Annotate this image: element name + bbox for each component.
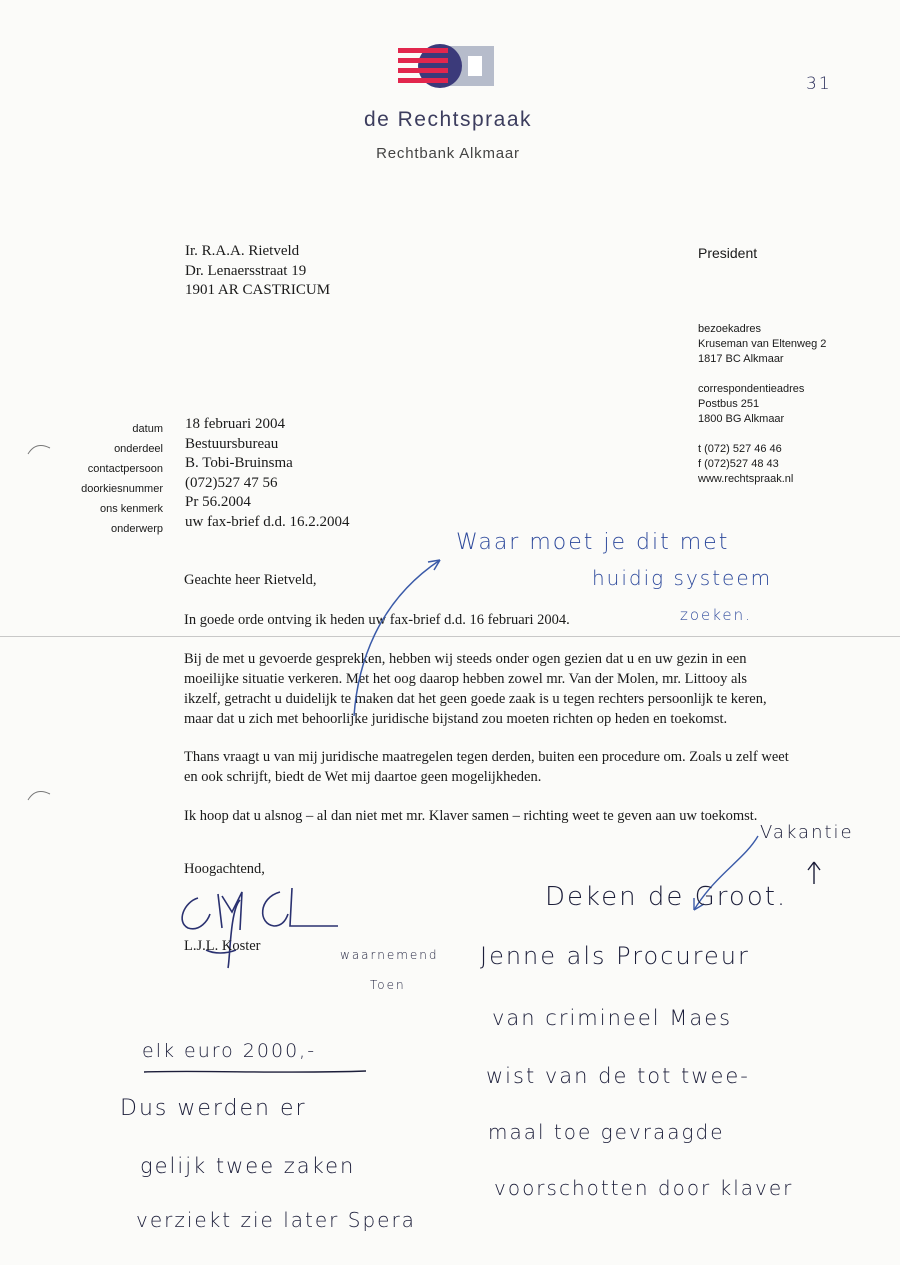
- paragraph-2-line: Bij de met u gevoerde gesprekken, hebben wij steeds onder ogen gezien dat u en uw gezin in een: [184, 651, 747, 667]
- rechtspraak-logo: [396, 42, 496, 90]
- meta-label-contact: contactpersoon: [87, 463, 163, 475]
- salutation: Geachte heer Rietveld,: [184, 572, 317, 588]
- note-vakantie: Vakantie: [760, 822, 854, 843]
- meta-label-reference: ons kenmerk: [100, 503, 163, 515]
- court-name: Rechtbank Alkmaar: [376, 145, 520, 162]
- note-jenne: Jenne als Procureur: [480, 942, 750, 970]
- meta-values: [185, 415, 350, 533]
- page-number: 31: [806, 74, 832, 94]
- meta-value-date: 18 februari 2004: [185, 416, 285, 432]
- visit-address: [698, 322, 826, 367]
- recipient-street: Dr. Lenaersstraat 19: [185, 262, 307, 279]
- note-gelijk: gelijk twee zaken: [140, 1154, 356, 1178]
- post-label: correspondentieadres: [698, 383, 805, 395]
- closing: Hoogachtend,: [184, 861, 265, 877]
- paragraph-1: In goede orde ontving ik heden uw fax-brief d.d. 16 februari 2004.: [184, 612, 570, 628]
- logo-stripe: [398, 68, 448, 73]
- recipient-address: [185, 242, 330, 301]
- visit-city: 1817 BC Alkmaar: [698, 353, 784, 365]
- meta-label-subject: onderwerp: [111, 523, 163, 535]
- recipient-name: Ir. R.A.A. Rietveld: [185, 243, 300, 259]
- logo-stripe: [398, 48, 448, 53]
- recipient-city: 1901 AR CASTRICUM: [185, 282, 331, 298]
- note-waarnemend: waarnemend: [340, 948, 439, 962]
- note-crimineel: van crimineel Maes: [492, 1006, 733, 1030]
- logo-stripe: [398, 78, 448, 83]
- note-voorschotten: voorschotten door klaver: [494, 1176, 794, 1200]
- contact-info: [698, 442, 793, 487]
- paragraph-2-line: ikzelf, getracht u duidelijk te maken dat het geen goede zaak is u tegen rechters persoonlijk te keren,: [184, 691, 767, 707]
- visit-street: Kruseman van Eltenweg 2: [698, 338, 827, 350]
- paragraph-3-line: en ook schrijft, biedt de Wet mij daartoe geen mogelijkheden.: [184, 769, 542, 785]
- sender-role: President: [698, 245, 758, 261]
- note-huidig: huidig systeem: [592, 566, 773, 590]
- margin-mark: [26, 440, 52, 460]
- brand-name: de Rechtspraak: [363, 108, 533, 131]
- margin-mark: [26, 786, 52, 806]
- note-dus: Dus werden er: [120, 1096, 307, 1121]
- meta-label-date: datum: [132, 423, 163, 435]
- signatory-name: L.J.L. Koster: [184, 938, 261, 954]
- post-city: 1800 BG Alkmaar: [698, 413, 785, 425]
- fax: f (072)527 48 43: [698, 458, 779, 470]
- paragraph-3: [184, 747, 864, 787]
- note-maal: maal toe gevraagde: [488, 1120, 725, 1144]
- note-underline: [140, 1068, 370, 1076]
- meta-value-subject: uw fax-brief d.d. 16.2.2004: [185, 513, 350, 530]
- paragraph-2-line: maar dat u zich met behoorlijke juridische bijstand zou moeten richten op heden en toekomst.: [184, 711, 728, 727]
- note-zoeken: zoeken.: [680, 606, 752, 624]
- note-toen: Toen: [370, 978, 406, 992]
- signature: [170, 880, 340, 970]
- postal-address: [698, 382, 804, 427]
- visit-label: bezoekadres: [698, 323, 761, 335]
- logo-white-notch: [468, 56, 482, 76]
- meta-value-reference: Pr 56.2004: [185, 494, 251, 511]
- meta-value-contact: B. Tobi-Bruinsma: [185, 455, 293, 472]
- meta-label-phone: doorkiesnummer: [81, 483, 163, 495]
- meta-value-phone: (072)527 47 56: [185, 474, 278, 491]
- note-elk-euro: elk euro 2000,-: [142, 1040, 317, 1062]
- meta-labels: [40, 419, 163, 539]
- note-verziekt: verziekt zie later Spera: [136, 1208, 416, 1232]
- note-wist: wist van de tot twee-: [486, 1064, 750, 1088]
- note-deken: Deken de Groot.: [545, 882, 788, 912]
- website: www.rechtspraak.nl: [698, 473, 794, 485]
- paragraph-2-line: moeilijke situatie verkeren. Met het oog daarop hebben zowel mr. Van der Molen, mr. Littooy als: [184, 671, 748, 687]
- post-box: Postbus 251: [698, 398, 760, 410]
- paragraph-3-line: Thans vraagt u van mij juridische maatregelen tegen derden, buiten een procedure om. Zoals u zelf weet: [184, 749, 789, 765]
- paragraph-4: Ik hoop dat u alsnog – al dan niet met mr. Klaver samen – richting weet te geven aan uw toekomst.: [184, 808, 758, 824]
- telephone: t (072) 527 46 46: [698, 443, 782, 455]
- meta-value-department: Bestuursbureau: [185, 435, 279, 452]
- paragraph-2: [184, 649, 864, 729]
- fold-line: [0, 636, 900, 637]
- logo-stripe: [398, 58, 448, 63]
- meta-label-department: onderdeel: [114, 443, 163, 455]
- note-waar: Waar moet je dit met: [456, 530, 730, 555]
- arrow-to-heden: [340, 540, 450, 720]
